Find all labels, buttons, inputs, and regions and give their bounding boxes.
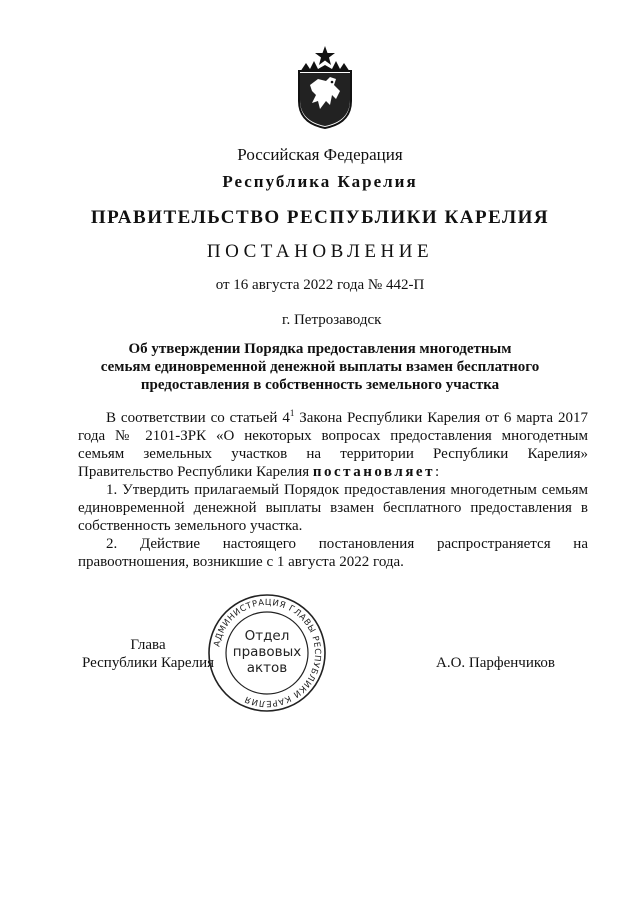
document-type-title: ПОСТАНОВЛЕНИЕ	[206, 241, 434, 262]
date-number-line: от 16 августа 2022 года № 442-П	[215, 277, 425, 293]
signatory-title-line: Республики Карелия	[81, 655, 215, 671]
signatory-name: А.О. Парфенчиков	[436, 655, 555, 671]
subject-line: предоставления в собственность земельного участка	[140, 377, 500, 393]
republic-label: Республика Карелия	[222, 172, 418, 191]
legal-department-stamp	[206, 592, 328, 714]
colon: :	[434, 464, 440, 480]
government-title: ПРАВИТЕЛЬСТВО РЕСПУБЛИКИ КАРЕЛИЯ	[90, 207, 550, 228]
decree-body	[78, 409, 588, 571]
city-label: г. Петрозаводск	[282, 312, 382, 328]
stamp-ring-text: АДМИНИСТРАЦИЯ ГЛАВЫ РЕСПУБЛИКИ КАРЕЛИЯ	[212, 597, 323, 709]
stamp-text: Отдел	[244, 628, 290, 644]
intro-text: В соответствии со статьей 4	[106, 410, 290, 426]
intro-paragraph	[78, 409, 588, 481]
subject-line: Об утверждении Порядка предоставления многодетным	[128, 341, 512, 357]
signatory-title-line: Глава	[130, 637, 166, 653]
stamp-text: правовых	[232, 644, 302, 660]
item-1: 1. Утвердить прилагаемый Порядок предоставления многодетным семьям единовременной денежной выплаты взамен бесплатного предоставления в собственность земельного участка.	[78, 482, 588, 534]
item-2: 2. Действие настоящего постановления распространяется на правоотношения, возникшие с 1 августа 2022 года.	[78, 536, 588, 570]
karelia-coat-of-arms-icon	[296, 45, 354, 129]
intro-text: Закона Республики Карелия от 6 марта 2017 года № 2101-ЗРК «О некоторых вопросах предоставления многодетным семьям земельных участков на территории Республики Карелия» Правительство Республики Карелия	[78, 410, 588, 480]
federation-label: Российская Федерация	[237, 145, 403, 164]
subject-line: семьям единовременной денежной выплаты взамен бесплатного	[100, 359, 540, 375]
stamp-text: актов	[246, 660, 288, 676]
decree-subject	[0, 340, 640, 394]
signatory-title	[78, 636, 218, 672]
resolves-word: постановляет	[312, 464, 435, 480]
article-superscript: 1	[289, 408, 295, 418]
